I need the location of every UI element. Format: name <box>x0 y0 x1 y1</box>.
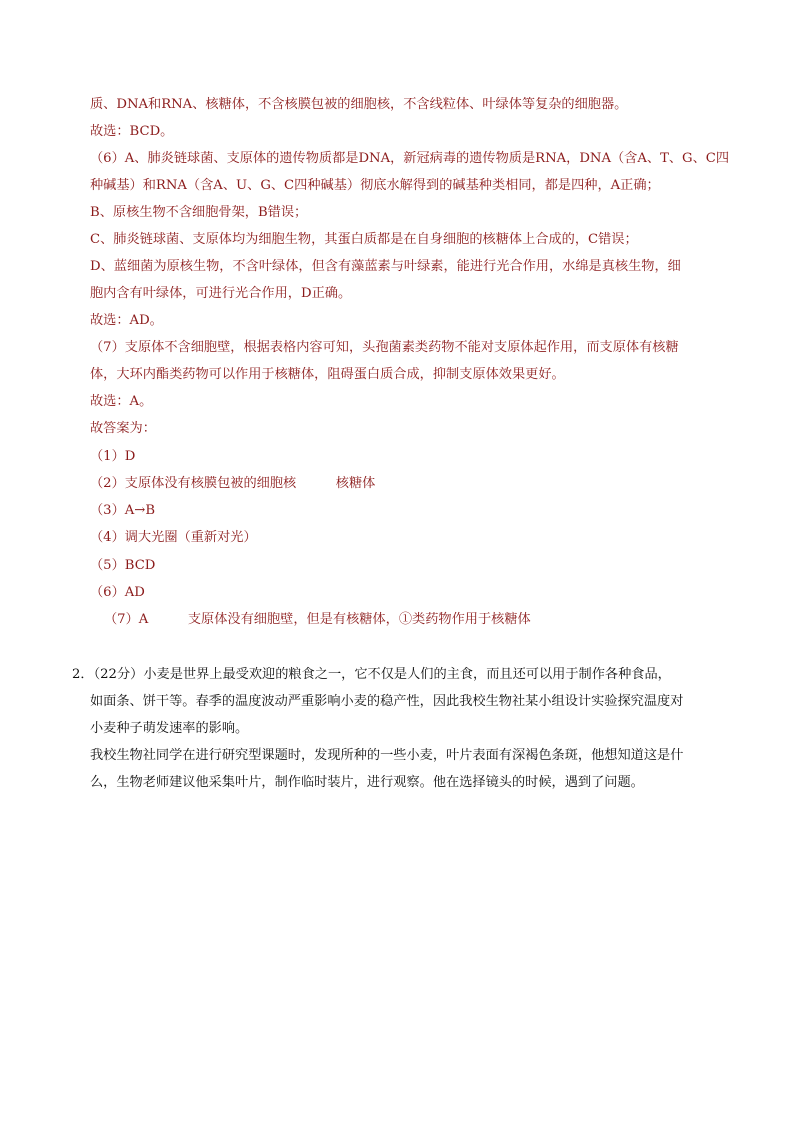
answer-line: 故选：BCD。 <box>90 124 174 139</box>
question-line: 小麦种子萌发速率的影响。 <box>90 721 249 736</box>
answer-line: （6）AD <box>90 585 145 600</box>
answer-line: （7）A 支原体没有细胞壁，但是有核糖体，①类药物作用于核糖体 <box>104 612 531 627</box>
answer-line: 种碱基）和RNA（含A、U、G、C四种碱基）彻底水解得到的碱基种类相同，都是四种，A正确； <box>90 178 660 193</box>
question-line: 2．（22分）小麦是世界上最受欢迎的粮食之一，它不仅是人们的主食，而且还可以用于制作各种食品， <box>72 667 671 682</box>
answer-line: 质、DNA和RNA、核糖体，不含核膜包被的细胞核，不含线粒体、叶绿体等复杂的细胞器。 <box>90 97 628 112</box>
question-line: 如面条、饼干等。春季的温度波动严重影响小麦的稳产性，因此我校生物社某小组设计实验探究温度对 <box>90 694 684 709</box>
answer-line: B、原核生物不含细胞骨架，B错误； <box>90 205 308 220</box>
answer-line: （2）支原体没有核膜包被的细胞核 核糖体 <box>90 476 376 491</box>
answer-line: （5）BCD <box>90 558 156 573</box>
answer-line: 故答案为： <box>90 421 156 436</box>
answer-line: 故选：AD。 <box>90 313 163 328</box>
answer-line: 胞内含有叶绿体，可进行光合作用，D正确。 <box>90 286 352 301</box>
question-line: 么，生物老师建议他采集叶片，制作临时装片，进行观察。他在选择镜头的时候，遇到了问题。 <box>90 775 644 790</box>
question-line: 我校生物社同学在进行研究型课题时，发现所种的一些小麦，叶片表面有深褐色条斑，他想知道这是什 <box>90 748 684 763</box>
answer-line: C、肺炎链球菌、支原体均为细胞生物，其蛋白质都是在自身细胞的核糖体上合成的，C错误； <box>90 232 638 247</box>
answer-line: （4）调大光圈（重新对光） <box>90 530 257 545</box>
answer-line: （6）A、肺炎链球菌、支原体的遗传物质都是DNA，新冠病毒的遗传物质是RNA，DNA（含A、T、G、C四 <box>90 151 730 166</box>
answer-line: 故选：A。 <box>90 394 153 409</box>
answer-line: （7）支原体不含细胞壁，根据表格内容可知，头孢菌素类药物不能对支原体起作用，而支原体有核糖 <box>90 340 679 355</box>
answer-line: 体，大环内酯类药物可以作用于核糖体，阻碍蛋白质合成，抑制支原体效果更好。 <box>90 367 565 382</box>
answer-line: （1）D <box>90 449 136 464</box>
answer-line: D、蓝细菌为原核生物，不含叶绿体，但含有藻蓝素与叶绿素，能进行光合作用，水绵是真核生物，细 <box>90 259 681 274</box>
answer-line: （3）A→B <box>90 503 156 518</box>
